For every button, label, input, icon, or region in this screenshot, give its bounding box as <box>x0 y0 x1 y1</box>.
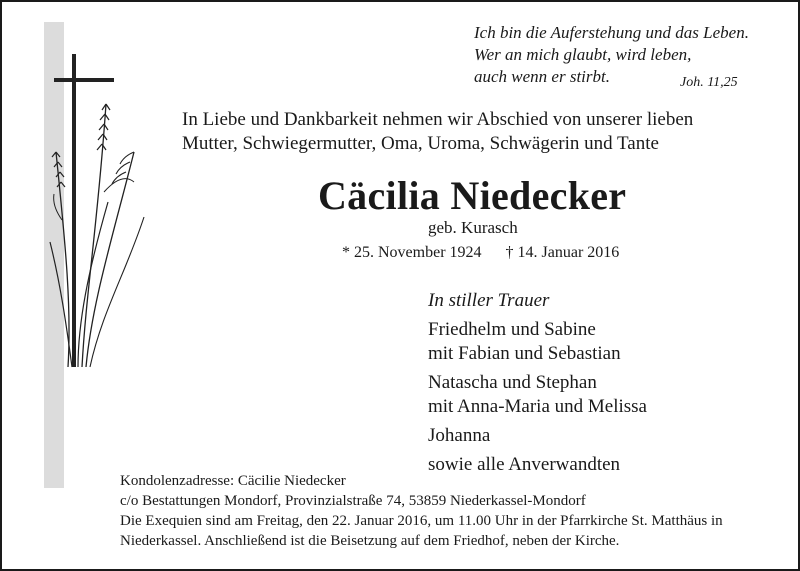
mourner-line: Johanna <box>428 425 491 446</box>
mourning-heading: In stiller Trauer <box>428 290 550 311</box>
mourner-line: mit Anna-Maria und Melissa <box>428 396 647 417</box>
deceased-name: Cäcilia Niedecker <box>318 173 627 218</box>
intro-text <box>182 108 693 156</box>
intro-line: Mutter, Schwiegermutter, Oma, Uroma, Schwägerin und Tante <box>182 133 659 154</box>
death-date: † 14. Januar 2016 <box>505 244 620 261</box>
life-dates <box>342 244 619 262</box>
verse-reference: Joh. 11,25 <box>680 75 738 90</box>
mourner-line: Natascha und Stephan <box>428 372 597 393</box>
verse-line: auch wenn er stirbt. <box>474 67 610 86</box>
mourner-line: sowie alle Anverwandten <box>428 454 621 475</box>
birth-date: * 25. November 1924 <box>342 244 482 261</box>
mourner-line: Friedhelm und Sabine <box>428 319 596 340</box>
cross-and-wheat-icon <box>42 42 152 372</box>
mourners-list <box>428 289 647 477</box>
intro-line: In Liebe und Dankbarkeit nehmen wir Abschied von unserer lieben <box>182 109 694 130</box>
birth-name: geb. Kurasch <box>428 218 518 237</box>
burial-details: Niederkassel. Anschließend ist die Beisetzung auf dem Friedhof, neben der Kirche. <box>120 533 620 549</box>
verse-line: Wer an mich glaubt, wird leben, <box>474 45 692 64</box>
service-details: Die Exequien sind am Freitag, den 22. Januar 2016, um 11.00 Uhr in der Pfarrkirche St. Matthäus in <box>120 513 723 529</box>
mourner-line: mit Fabian und Sebastian <box>428 343 621 364</box>
condolence-address: Kondolenzadresse: Cäcilie Niedecker <box>120 473 346 489</box>
footer-info <box>120 471 723 551</box>
verse-line: Ich bin die Auferstehung und das Leben. <box>474 23 749 42</box>
funeral-home-address: c/o Bestattungen Mondorf, Provinzialstraße 74, 53859 Niederkassel-Mondorf <box>120 493 586 509</box>
